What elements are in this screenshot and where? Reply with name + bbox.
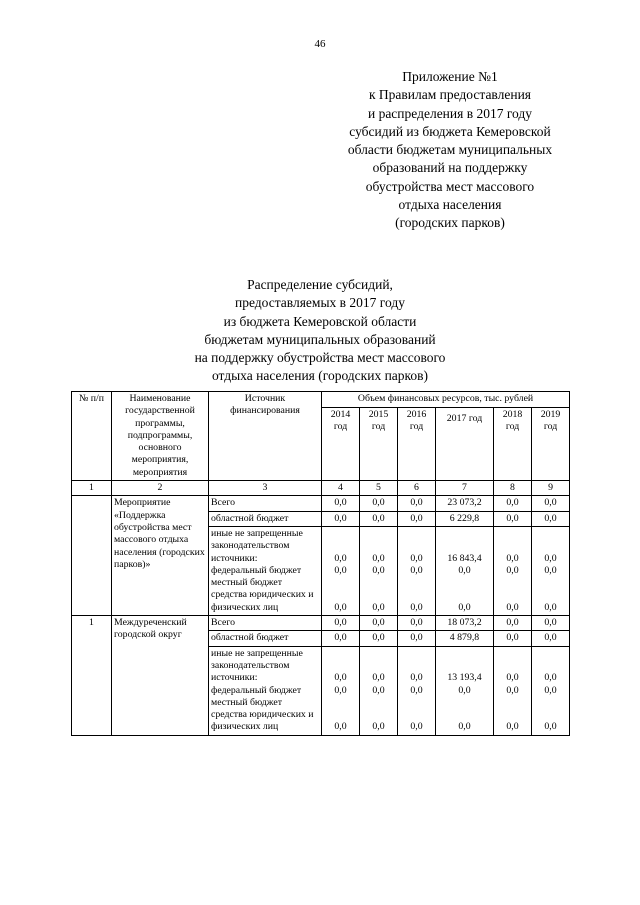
value-cell: 0,0 (494, 511, 532, 526)
value-cell: 0,0 (398, 511, 436, 526)
value-stack: 0,0 0,0 0,0 (322, 646, 360, 735)
value-cell: 0,0 (494, 631, 532, 646)
header-year: 2014 год (322, 408, 360, 481)
title-line: на поддержку обустройства мест массового (194, 350, 446, 366)
source-other-label: иные не запрещенные законодательством источники: (211, 647, 303, 684)
value-stack: 0,0 0,0 0,0 (360, 526, 398, 615)
source-total: Всего (209, 616, 322, 631)
header-num: № п/п (72, 392, 112, 481)
column-number: 5 (360, 481, 398, 496)
value-cell: 0,0 (322, 631, 360, 646)
value-stack: 0,0 0,0 0,0 (494, 526, 532, 615)
value-cell: 0,0 (494, 616, 532, 631)
program-name: Междуреченский городской округ (112, 616, 209, 736)
source-regional: областной бюджет (209, 511, 322, 526)
table-row-total (72, 616, 570, 631)
title-line: отдыха населения (городских парков) (211, 368, 429, 384)
value-stack: 0,0 0,0 0,0 (322, 526, 360, 615)
title-line: бюджетам муниципальных образований (204, 331, 436, 347)
value-cell: 0,0 (322, 616, 360, 631)
column-number: 8 (494, 481, 532, 496)
source-legal-1: средства юридических и (211, 709, 314, 721)
column-number: 7 (436, 481, 494, 496)
source-local: местный бюджет (211, 577, 282, 589)
row-number (72, 496, 112, 616)
row-number: 1 (72, 616, 112, 736)
value-cell: 0,0 (360, 511, 398, 526)
value-cell: 0,0 (532, 631, 570, 646)
source-other-label: иные не запрещенные законодательством источники: (211, 527, 303, 564)
appendix-line: области бюджетам муниципальных (347, 142, 553, 158)
appendix-line: отдыха населения (398, 197, 502, 213)
value-cell: 0,0 (532, 496, 570, 511)
title-line: из бюджета Кемеровской области (223, 313, 417, 329)
value-cell: 0,0 (398, 631, 436, 646)
column-number: 2 (112, 481, 209, 496)
source-legal-2: физических лиц (211, 721, 279, 733)
source-federal: федеральный бюджет (211, 564, 302, 576)
subsidy-distribution-table (71, 391, 570, 736)
source-total: Всего (209, 496, 322, 511)
appendix-line: и распределения в 2017 году (367, 105, 533, 121)
title-line: Распределение субсидий, (247, 277, 393, 292)
value-stack: 0,0 0,0 0,0 (532, 526, 570, 615)
column-number: 1 (72, 481, 112, 496)
table-row-total (72, 496, 570, 511)
source-local: местный бюджет (211, 696, 282, 708)
appendix-header (300, 68, 600, 233)
header-volume: Объем финансовых ресурсов, тыс. рублей (322, 392, 570, 408)
header-name: Наименование государственной программы, подпрограммы, основного мероприятия, мероприятия (112, 392, 209, 481)
appendix-line: образований на поддержку (372, 160, 528, 176)
appendix-line: к Правилам предоставления (368, 87, 532, 103)
appendix-line: субсидий из бюджета Кемеровской (349, 123, 551, 139)
program-name: Мероприятие «Поддержка обустройства мест массового отдыха населения (городских парков)» (112, 496, 209, 616)
column-number-row (72, 481, 570, 496)
column-number: 6 (398, 481, 436, 496)
column-number: 4 (322, 481, 360, 496)
value-stack: 0,0 0,0 0,0 (532, 646, 570, 735)
value-cell: 0,0 (398, 616, 436, 631)
value-cell: 0,0 (360, 496, 398, 511)
value-stack: 0,0 0,0 0,0 (398, 526, 436, 615)
source-other (209, 526, 322, 615)
appendix-line: (городских парков) (395, 215, 505, 231)
header-year: 2018 год (494, 408, 532, 481)
value-cell: 0,0 (494, 496, 532, 511)
value-stack: 16 843,4 0,0 0,0 (436, 526, 494, 615)
header-year: 2015 год (360, 408, 398, 481)
source-regional: областной бюджет (209, 631, 322, 646)
title-line: предоставляемых в 2017 году (235, 295, 405, 311)
value-cell: 23 073,2 (436, 496, 494, 511)
source-federal: федеральный бюджет (211, 684, 302, 696)
appendix-line: обустройства мест массового (365, 178, 535, 194)
header-row (72, 392, 570, 408)
value-cell: 0,0 (322, 511, 360, 526)
value-cell: 18 073,2 (436, 616, 494, 631)
value-stack: 13 193,4 0,0 0,0 (436, 646, 494, 735)
column-number: 3 (209, 481, 322, 496)
header-year: 2017 год (436, 408, 494, 481)
value-cell: 0,0 (398, 496, 436, 511)
value-cell: 4 879,8 (436, 631, 494, 646)
page-number: 46 (314, 38, 326, 50)
value-cell: 6 229,8 (436, 511, 494, 526)
value-cell: 0,0 (360, 616, 398, 631)
value-stack: 0,0 0,0 0,0 (398, 646, 436, 735)
header-year: 2016 год (398, 408, 436, 481)
appendix-line: Приложение №1 (402, 69, 498, 84)
value-stack: 0,0 0,0 0,0 (360, 646, 398, 735)
source-other (209, 646, 322, 735)
value-cell: 0,0 (532, 511, 570, 526)
value-cell: 0,0 (322, 496, 360, 511)
source-legal-1: средства юридических и (211, 589, 314, 601)
document-title (120, 276, 520, 386)
header-source: Источник финансирования (209, 392, 322, 481)
value-cell: 0,0 (360, 631, 398, 646)
value-cell: 0,0 (532, 616, 570, 631)
column-number: 9 (532, 481, 570, 496)
source-legal-2: физических лиц (211, 601, 279, 613)
header-year: 2019 год (532, 408, 570, 481)
value-stack: 0,0 0,0 0,0 (494, 646, 532, 735)
